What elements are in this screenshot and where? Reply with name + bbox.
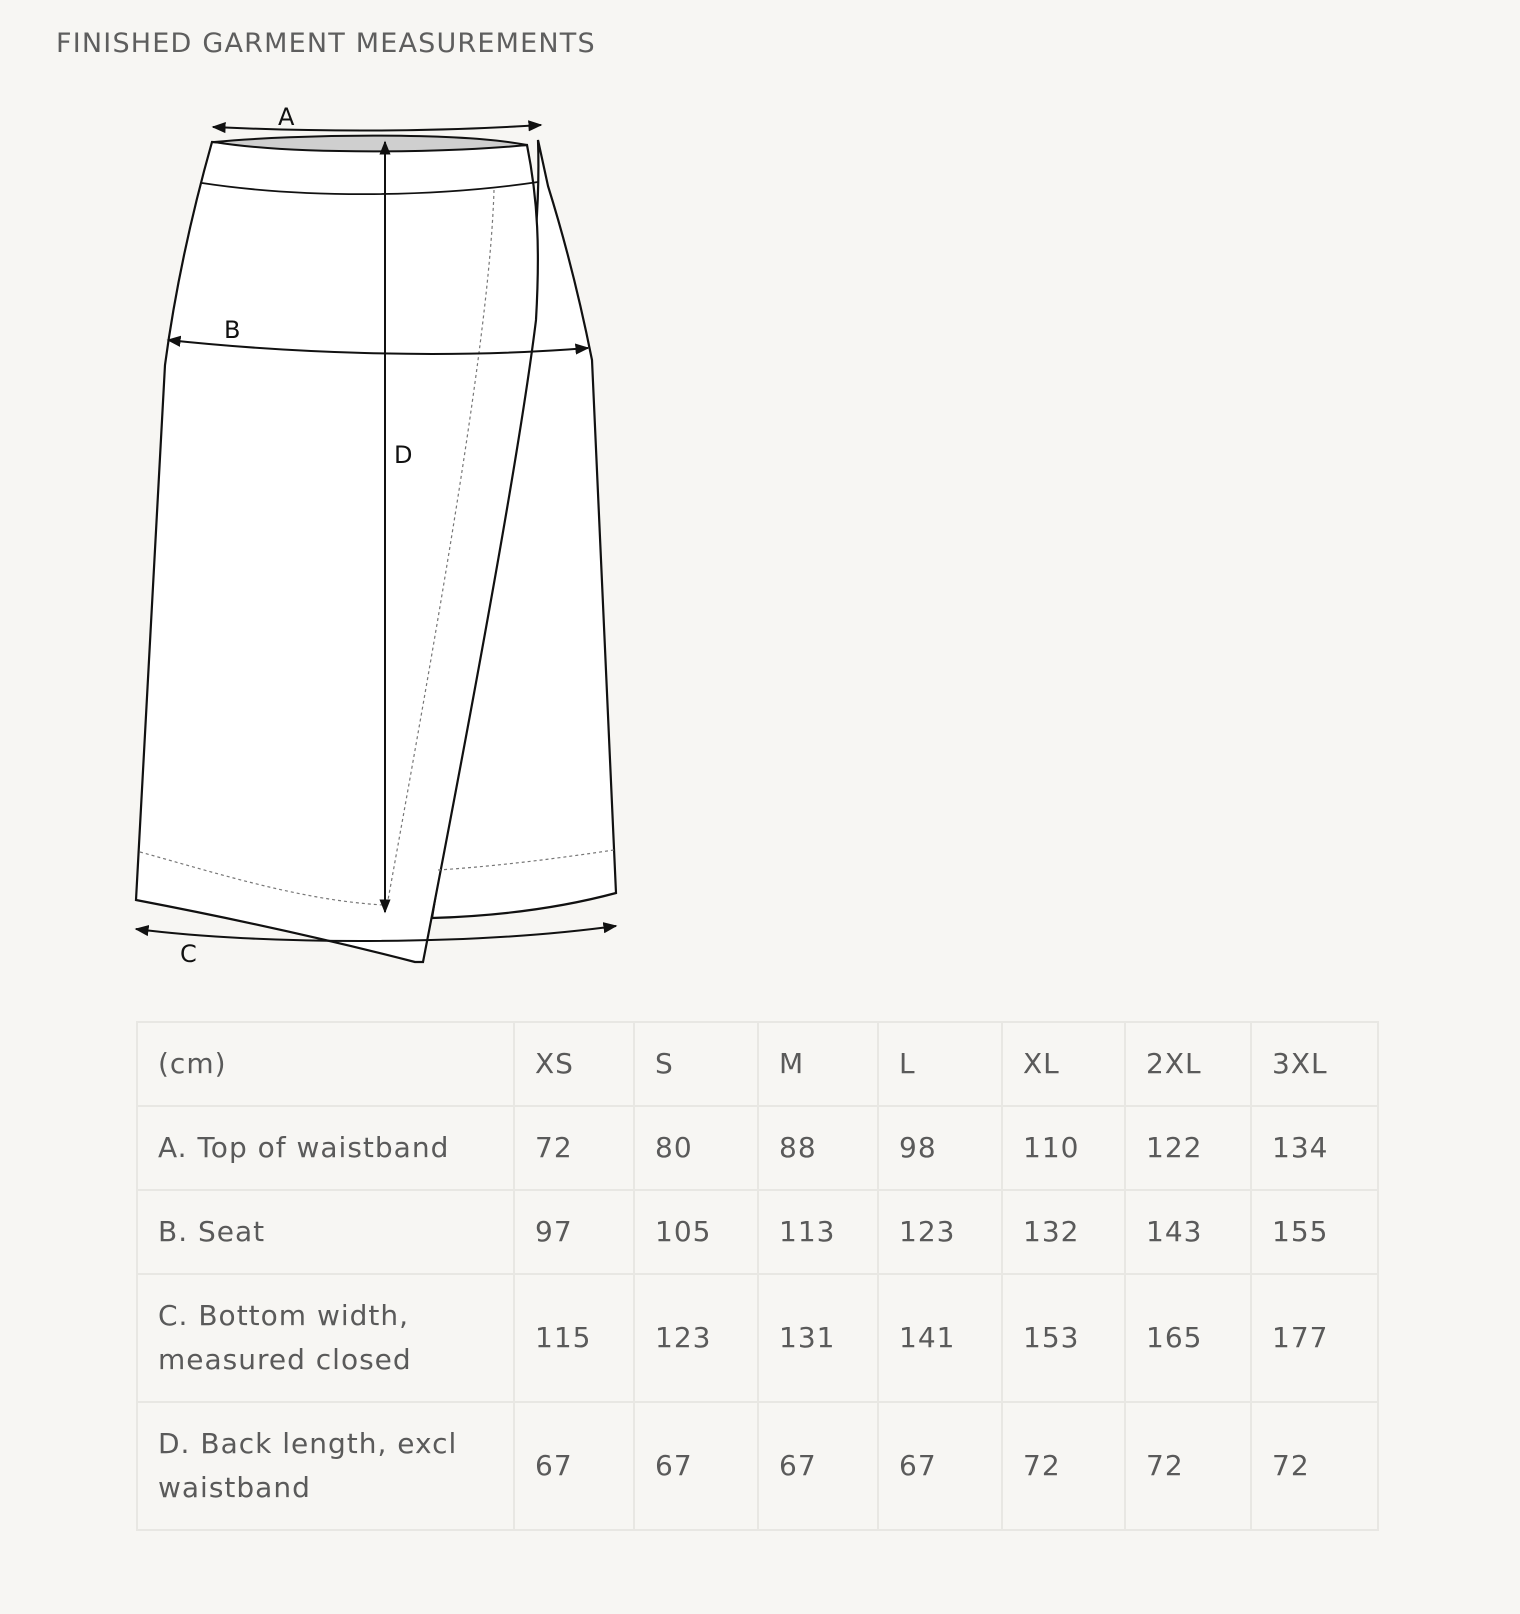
table-cell: 113 [758, 1190, 878, 1274]
table-cell: 72 [1125, 1402, 1251, 1530]
table-cell: 67 [634, 1402, 758, 1530]
table-cell: 155 [1251, 1190, 1378, 1274]
size-header-m: M [758, 1022, 878, 1106]
row-label: C. Bottom width, measured closed [137, 1274, 514, 1402]
size-header-s: S [634, 1022, 758, 1106]
table-cell: 143 [1125, 1190, 1251, 1274]
table-cell: 123 [878, 1190, 1002, 1274]
table-cell: 72 [1002, 1402, 1125, 1530]
size-header-xs: XS [514, 1022, 634, 1106]
table-cell: 153 [1002, 1274, 1125, 1402]
size-header-2xl: 2XL [1125, 1022, 1251, 1106]
size-header-3xl: 3XL [1251, 1022, 1378, 1106]
measure-line-a [213, 125, 541, 131]
label-d: D [394, 441, 413, 469]
table-row [137, 1274, 1378, 1402]
table-cell: 177 [1251, 1274, 1378, 1402]
table-cell: 72 [1251, 1402, 1378, 1530]
table-cell: 72 [514, 1106, 634, 1190]
label-b: B [224, 316, 241, 344]
table-row [137, 1106, 1378, 1190]
page-title: FINISHED GARMENT MEASUREMENTS [56, 28, 596, 59]
measurements-table [136, 1021, 1379, 1531]
table-cell: 67 [758, 1402, 878, 1530]
size-header-xl: XL [1002, 1022, 1125, 1106]
table-row [137, 1402, 1378, 1530]
table-cell: 131 [758, 1274, 878, 1402]
table-cell: 88 [758, 1106, 878, 1190]
label-c: C [180, 940, 197, 968]
label-a: A [278, 103, 295, 131]
table-cell: 67 [514, 1402, 634, 1530]
row-label: D. Back length, excl waistband [137, 1402, 514, 1530]
row-label: A. Top of waistband [137, 1106, 514, 1190]
table-cell: 80 [634, 1106, 758, 1190]
table-cell: 105 [634, 1190, 758, 1274]
table-cell: 141 [878, 1274, 1002, 1402]
header-row [137, 1022, 1378, 1106]
skirt-diagram [120, 95, 640, 975]
table-row [137, 1190, 1378, 1274]
table-cell: 97 [514, 1190, 634, 1274]
table-cell: 122 [1125, 1106, 1251, 1190]
table-cell: 98 [878, 1106, 1002, 1190]
table-cell: 123 [634, 1274, 758, 1402]
table-cell: 134 [1251, 1106, 1378, 1190]
table-cell: 67 [878, 1402, 1002, 1530]
size-header-l: L [878, 1022, 1002, 1106]
row-label: B. Seat [137, 1190, 514, 1274]
table-cell: 115 [514, 1274, 634, 1402]
table-cell: 165 [1125, 1274, 1251, 1402]
table-cell: 132 [1002, 1190, 1125, 1274]
table-cell: 110 [1002, 1106, 1125, 1190]
unit-header: (cm) [137, 1022, 514, 1106]
